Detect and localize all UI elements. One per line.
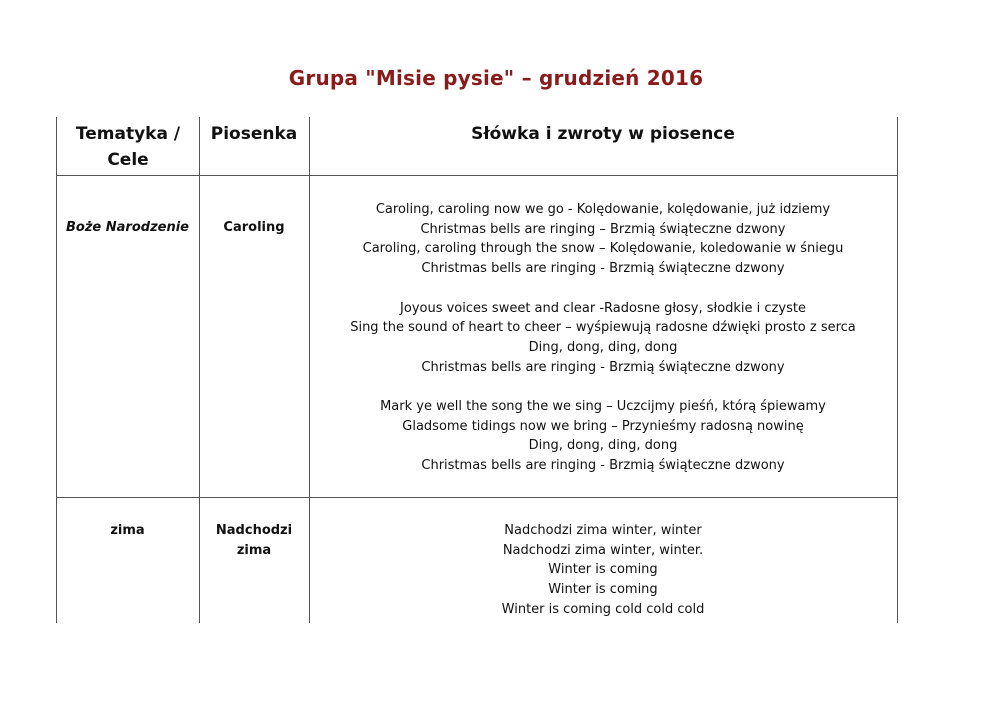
table-border-right bbox=[897, 117, 898, 623]
lyrics-line: Winter is coming bbox=[548, 562, 658, 578]
table-divider-col1 bbox=[199, 117, 200, 623]
header-topic: Tematyka / Cele bbox=[75, 124, 181, 170]
table-divider-row1 bbox=[56, 497, 898, 498]
lyrics-line: Gladsome tidings now we bring – Przynieśmy radosną nowinę bbox=[402, 418, 804, 434]
row2-lyrics bbox=[309, 521, 897, 620]
lyrics-line: Nadchodzi zima winter, winter. bbox=[502, 542, 704, 558]
table-divider-header bbox=[56, 175, 898, 176]
row1-song: Caroling bbox=[223, 220, 285, 235]
row2-song: Nadchodzi zima bbox=[215, 523, 293, 558]
lyrics-line: Christmas bells are ringing - Brzmią świąteczne dzwony bbox=[421, 458, 785, 474]
table-border-left bbox=[56, 117, 57, 623]
lyrics-line: Christmas bells are ringing – Brzmią świąteczne dzwony bbox=[420, 221, 786, 237]
lyrics-line: Winter is coming bbox=[548, 582, 658, 598]
row1-topic: Boże Narodzenie bbox=[66, 220, 189, 235]
lyrics-stanza bbox=[309, 299, 897, 378]
lyrics-line: Sing the sound of heart to cheer – wyśpiewują radosne dźwięki prosto z serca bbox=[350, 320, 856, 336]
lyrics-stanza bbox=[309, 200, 897, 279]
lyrics-line: Ding, dong, ding, dong bbox=[528, 438, 678, 454]
lyrics-line: Mark ye well the song the we sing – Uczcijmy pieśń, którą śpiewamy bbox=[380, 399, 826, 414]
lyrics-line: Christmas bells are ringing - Brzmią świąteczne dzwony bbox=[421, 261, 785, 277]
row2-topic: zima bbox=[110, 523, 145, 538]
lyrics-line: Nadchodzi zima winter, winter bbox=[504, 523, 702, 538]
page-title: Grupa "Misie pysie" – grudzień 2016 bbox=[288, 66, 704, 90]
lyrics-line: Caroling, caroling now we go - Kolędowanie, kolędowanie, już idziemy bbox=[375, 202, 831, 217]
lyrics-line: Winter is coming cold cold cold bbox=[501, 601, 705, 617]
lyrics-line: Caroling, caroling through the snow – Kolędowanie, koledowanie w śniegu bbox=[362, 241, 844, 257]
lyrics-line: Christmas bells are ringing - Brzmią świąteczne dzwony bbox=[421, 359, 785, 375]
lyrics-line: Joyous voices sweet and clear -Radosne głosy, słodkie i czyste bbox=[400, 300, 806, 316]
header-song: Piosenka bbox=[210, 124, 298, 144]
row1-lyrics bbox=[309, 200, 897, 476]
header-words: Słówka i zwroty w piosence bbox=[471, 124, 735, 144]
lyrics-stanza bbox=[309, 521, 897, 620]
lyrics-line: Ding, dong, ding, dong bbox=[528, 339, 678, 355]
lyrics-stanza bbox=[309, 397, 897, 476]
